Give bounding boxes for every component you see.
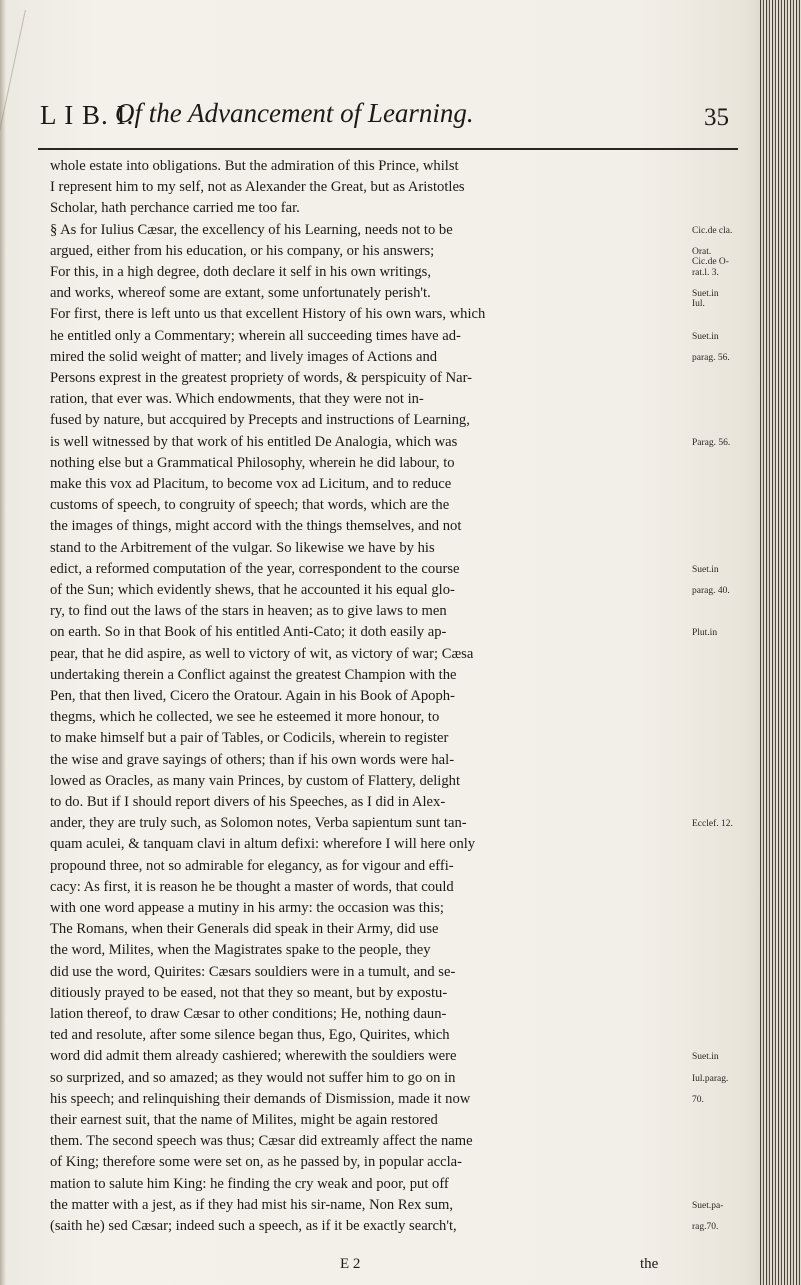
text-line: on earth. So in that Book of his entitled Anti-Cato; it doth easily ap-	[50, 624, 447, 641]
text-line: Pen, that then lived, Cicero the Oratour. Again in his Book of Apoph-	[50, 688, 455, 704]
text-line: ditiously prayed to be eased, not that they so meant, but by expostu-	[50, 984, 448, 1001]
text-line: propound three, not so admirable for elegancy, as for vigour and effi-	[50, 857, 454, 874]
margin-note: Cic.de O-	[692, 256, 729, 267]
text-line: ration, that ever was. Which endowments, that they were not in-	[50, 391, 424, 408]
margin-note: Suet.in	[692, 564, 719, 575]
text-line: pear, that he did aspire, as well to victory of wit, as victory of war; Cæsa	[50, 645, 474, 662]
text-line: to do. But if I should report divers of his Speeches, as I did in Alex-	[50, 794, 446, 810]
text-line: the wise and grave sayings of others; than if his own words were hal-	[50, 751, 455, 768]
text-line: fused by nature, but accquired by Precepts and instructions of Learning,	[50, 412, 470, 429]
text-line: his speech; and relinquishing their demands of Dismission, made it now	[50, 1090, 471, 1107]
margin-note: Plut.in	[692, 628, 718, 639]
margin-note: Ecclef. 12.	[692, 819, 733, 830]
signature-mark: E 2	[340, 1256, 361, 1272]
binding-edge	[760, 0, 801, 1285]
margin-note: Suet.in	[692, 1052, 719, 1063]
text-line: For this, in a high degree, doth declare it self in his own writings,	[50, 264, 431, 280]
margin-notes	[692, 156, 760, 1261]
text-line: customs of speech, to congruity of speech; that words, which are the	[50, 497, 450, 514]
text-line: cacy: As first, it is reason he be thought a master of words, that could	[50, 878, 454, 895]
text-line: (saith he) sed Cæsar; indeed such a speech, as if it be exactly search't,	[50, 1218, 457, 1234]
text-line: the word, Milites, when the Magistrates spake to the people, they	[50, 942, 431, 959]
page-fold-shadow	[0, 0, 6, 1285]
text-line: their earnest suit, that the name of Milites, might be again restored	[50, 1112, 438, 1128]
text-line: with one word appease a mutiny in his army: the occasion was this;	[50, 900, 444, 916]
text-line: lation thereof, to draw Cæsar to other conditions; He, nothing daun-	[50, 1006, 447, 1022]
text-line: ander, they are truly such, as Solomon notes, Verba sapientum sunt tan-	[50, 815, 467, 832]
text-line: argued, either from his education, or his company, or his answers;	[50, 242, 435, 259]
text-line: mation to salute him King: he finding the cry weak and poor, put off	[50, 1175, 449, 1192]
margin-note: parag. 40.	[692, 586, 730, 596]
margin-note: 70.	[692, 1094, 704, 1105]
text-line: quam aculei, & tanquam clavi in altum defixi: wherefore I will here only	[50, 836, 476, 853]
text-line: of the Sun; which evidently shews, that he accounted it his equal glo-	[50, 582, 455, 598]
body-text	[50, 156, 686, 1261]
text-line: did use the word, Quirites: Cæsars souldiers were in a tumult, and se-	[50, 963, 456, 980]
book-number: L I B. I.	[40, 100, 135, 130]
text-line: Persons exprest in the greatest propriety of words, & perspicuity of Nar-	[50, 370, 473, 386]
margin-note: rag.70.	[692, 1222, 719, 1232]
text-line: lowed as Oracles, as many vain Princes, by custom of Flattery, delight	[50, 772, 461, 789]
text-line: The Romans, when their Generals did speak in their Army, did use	[50, 921, 439, 938]
text-line: ry, to find out the laws of the stars in heaven; as to give laws to men	[50, 603, 447, 620]
text-line: nothing else but a Grammatical Philosophy, wherein he did labour, to	[50, 454, 455, 471]
text-line: make this vox ad Placitum, to become vox ad Licitum, and to reduce	[50, 476, 452, 492]
text-line: of King; therefore some were set on, as he passed by, in popular accla-	[50, 1154, 462, 1171]
text-line: and works, whereof some are extant, some unfortunately perish't.	[50, 285, 431, 302]
margin-note: Iul.parag.	[692, 1073, 729, 1084]
text-line: word did admit them already cashiered; wherewith the souldiers were	[50, 1048, 457, 1065]
margin-note: Suet.in	[692, 331, 719, 342]
margin-note: rat.l. 3.	[692, 268, 719, 278]
text-line: § As for Iulius Cæsar, the excellency of his Learning, needs not to be	[50, 221, 453, 238]
margin-note: parag. 56.	[692, 352, 730, 363]
text-line: undertaking therein a Conflict against the greatest Champion with the	[50, 666, 457, 683]
text-line: them. The second speech was thus; Cæsar did extreamly affect the name	[50, 1133, 473, 1150]
text-line: the images of things, might accord with the things themselves, and not	[50, 518, 462, 535]
text-line: edict, a reformed computation of the year, correspondent to the course	[50, 560, 460, 577]
text-line: to make himself but a pair of Tables, or Codicils, wherein to register	[50, 730, 449, 747]
margin-note: Cic.de cla.	[692, 225, 733, 236]
header-rule	[38, 148, 738, 150]
margin-note: Suet.pa-	[692, 1200, 724, 1211]
text-line: Scholar, hath perchance carried me too far.	[50, 200, 300, 217]
margin-note: Iul.	[692, 299, 705, 310]
running-title: Of the Advancement of Learning.	[115, 98, 474, 128]
text-line: For first, there is left unto us that excellent History of his own wars, which	[50, 306, 486, 323]
margin-note: Orat.	[692, 246, 712, 257]
text-line: ted and resolute, after some silence began thus, Ego, Quirites, which	[50, 1027, 450, 1044]
text-line: thegms, which he collected, we see he esteemed it more honour, to	[50, 709, 440, 726]
catchword: the	[640, 1256, 659, 1272]
margin-note: Parag. 56.	[692, 437, 731, 448]
text-line: stand to the Arbitrement of the vulgar. So likewise we have by his	[50, 539, 435, 556]
text-line: I represent him to my self, not as Alexander the Great, but as Aristotles	[50, 179, 465, 196]
text-line: he entitled only a Commentary; wherein all succeeding times have ad-	[50, 327, 461, 344]
text-line: is well witnessed by that work of his entitled De Analogia, which was	[50, 433, 458, 450]
text-line: mired the solid weight of matter; and lively images of Actions and	[50, 348, 438, 365]
page-number: 35	[704, 104, 729, 131]
text-line: whole estate into obligations. But the admiration of this Prince, whilst	[50, 158, 459, 174]
text-line: so surprized, and so amazed; as they would not suffer him to go on in	[50, 1069, 456, 1086]
running-header	[40, 96, 735, 142]
text-line: the matter with a jest, as if they had mist his sir-name, Non Rex sum,	[50, 1196, 453, 1213]
margin-note: Suet.in	[692, 289, 719, 300]
